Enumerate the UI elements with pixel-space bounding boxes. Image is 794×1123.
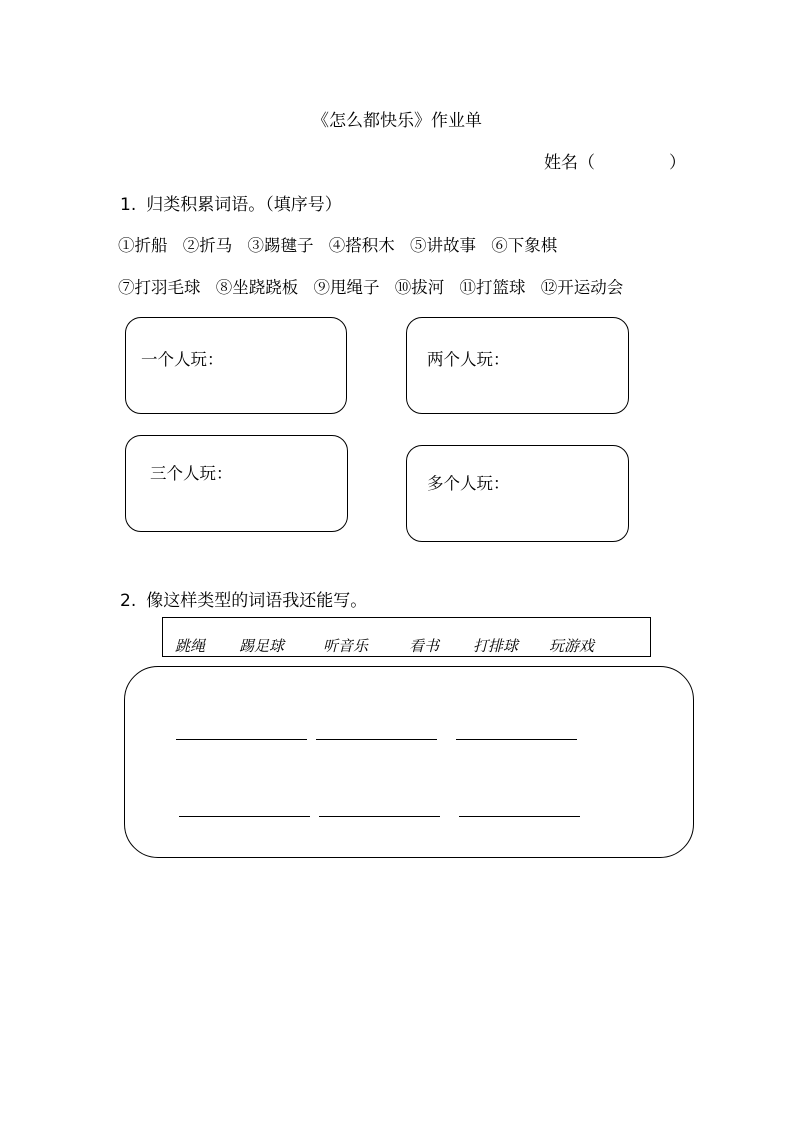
question-1-prompt: 归类积累词语。（填序号） — [146, 195, 342, 215]
name-close-paren: ） — [669, 153, 686, 173]
word-list-row-2 — [118, 274, 633, 298]
word-item: ⑫开运动会 — [540, 278, 624, 297]
answer-blank-line[interactable] — [319, 816, 440, 817]
answer-blank-line[interactable] — [176, 739, 307, 740]
answer-box-label: 多个人玩： — [427, 474, 510, 493]
example-word: 看书 — [409, 637, 440, 655]
answer-box-label: 三个人玩： — [150, 464, 233, 483]
answer-blank-line[interactable] — [179, 816, 310, 817]
answer-box-many-players[interactable] — [406, 445, 629, 542]
example-word: 跳绳 — [175, 637, 206, 655]
answer-box-three-players[interactable] — [125, 435, 348, 532]
word-item: ⑥下象棋 — [491, 236, 558, 255]
example-word: 玩游戏 — [549, 637, 595, 655]
word-item: ⑨甩绳子 — [313, 278, 380, 297]
question-2-heading — [120, 586, 367, 611]
word-item: ③踢毽子 — [247, 236, 314, 255]
name-label: 姓名（ — [544, 153, 595, 173]
question-2-number: 2. — [120, 591, 137, 611]
word-item: ②折马 — [182, 236, 233, 255]
answer-box-label: 一个人玩： — [141, 350, 224, 369]
question-2-prompt: 像这样类型的词语我还能写。 — [146, 591, 368, 611]
page-title: 《怎么都快乐》作业单 — [312, 111, 482, 131]
word-item: ①折船 — [118, 236, 168, 255]
word-item: ④搭积木 — [328, 236, 395, 255]
word-item: ⑦打羽毛球 — [118, 278, 201, 297]
word-list-row-1 — [118, 232, 567, 256]
word-item: ⑩拔河 — [394, 278, 445, 297]
answer-area-q2 — [124, 666, 694, 858]
answer-box-two-players[interactable] — [406, 317, 629, 414]
example-word: 踢足球 — [239, 637, 285, 655]
answer-blank-line[interactable] — [316, 739, 437, 740]
word-item: ⑧坐跷跷板 — [215, 278, 299, 297]
question-1-heading — [120, 190, 342, 215]
word-item: ⑪打篮球 — [459, 278, 526, 297]
answer-box-one-player[interactable] — [125, 317, 347, 414]
example-words-box — [162, 617, 651, 657]
answer-box-label: 两个人玩： — [427, 350, 510, 369]
example-word: 打排球 — [473, 637, 519, 655]
student-name-field[interactable] — [544, 148, 686, 173]
question-1-number: 1. — [120, 195, 137, 215]
word-item: ⑤讲故事 — [410, 236, 476, 255]
example-word: 听音乐 — [323, 637, 369, 655]
answer-blank-line[interactable] — [459, 816, 580, 817]
answer-blank-line[interactable] — [456, 739, 577, 740]
